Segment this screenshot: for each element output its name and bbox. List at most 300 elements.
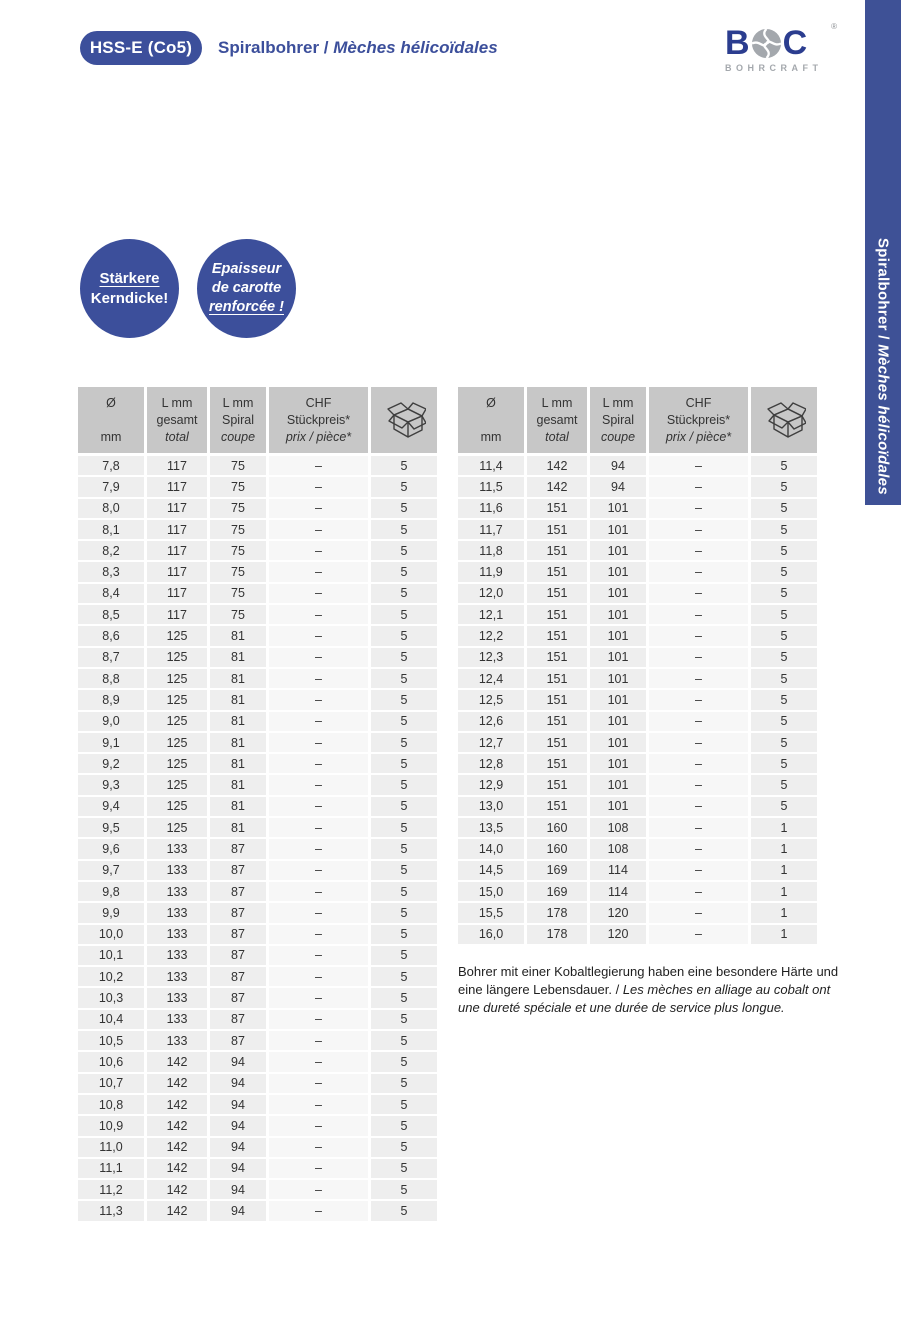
table-cell: –: [649, 882, 748, 901]
table-cell: 9,4: [78, 797, 144, 816]
table-cell: 151: [527, 775, 587, 794]
promo-circle-german: [80, 239, 179, 338]
table-cell: 151: [527, 797, 587, 816]
table-cell: –: [269, 861, 368, 880]
table-cell: 125: [147, 669, 207, 688]
table-cell: 178: [527, 925, 587, 944]
table-cell: 81: [210, 754, 266, 773]
table-cell: 5: [371, 499, 437, 518]
table-cell: 5: [371, 861, 437, 880]
material-badge: HSS-E (Co5): [80, 31, 202, 65]
table-cell: 142: [147, 1095, 207, 1114]
table-cell: 81: [210, 818, 266, 837]
table-cell: 5: [371, 690, 437, 709]
table-row: [78, 925, 437, 944]
table-cell: 151: [527, 605, 587, 624]
table-cell: –: [269, 946, 368, 965]
table-cell: –: [269, 754, 368, 773]
table-cell: –: [649, 626, 748, 645]
header-col-price: CHF Stückpreis* prix / pièce*: [269, 387, 368, 453]
table-row: [458, 818, 817, 837]
table-cell: 125: [147, 775, 207, 794]
table-cell: –: [269, 1031, 368, 1050]
table-cell: 11,1: [78, 1159, 144, 1178]
table-cell: 5: [371, 754, 437, 773]
table-cell: 11,2: [78, 1180, 144, 1199]
table-cell: 5: [751, 754, 817, 773]
table-row: [458, 861, 817, 880]
table-cell: 12,9: [458, 775, 524, 794]
table-row: [458, 499, 817, 518]
table-cell: 10,7: [78, 1074, 144, 1093]
table-cell: 87: [210, 967, 266, 986]
table-cell: 5: [371, 669, 437, 688]
table-cell: 117: [147, 477, 207, 496]
header-col-total-length: L mm gesamt total: [147, 387, 207, 453]
table-cell: 142: [147, 1201, 207, 1220]
product-table-right: [458, 387, 817, 946]
table-cell: –: [649, 754, 748, 773]
table-cell: 5: [371, 818, 437, 837]
table-cell: 151: [527, 733, 587, 752]
table-cell: 142: [147, 1052, 207, 1071]
table-cell: 16,0: [458, 925, 524, 944]
table-cell: –: [649, 562, 748, 581]
table-cell: 9,1: [78, 733, 144, 752]
table-cell: –: [649, 520, 748, 539]
table-cell: 94: [210, 1180, 266, 1199]
side-tab-label-fr: Mèches hélicoïdales: [874, 344, 892, 495]
table-cell: 101: [590, 648, 646, 667]
table-cell: 5: [371, 456, 437, 475]
table-cell: 5: [371, 477, 437, 496]
table-row: [458, 456, 817, 475]
table-cell: 101: [590, 520, 646, 539]
table-row: [78, 1095, 437, 1114]
table-cell: 13,0: [458, 797, 524, 816]
table-cell: 125: [147, 797, 207, 816]
table-cell: 142: [147, 1180, 207, 1199]
table-cell: –: [269, 1201, 368, 1220]
table-cell: 101: [590, 669, 646, 688]
registered-trademark-icon: ®: [831, 22, 837, 31]
table-cell: 9,3: [78, 775, 144, 794]
table-cell: 5: [751, 797, 817, 816]
table-cell: 5: [371, 541, 437, 560]
table-cell: 12,0: [458, 584, 524, 603]
table-header: [78, 387, 437, 453]
table-cell: –: [649, 797, 748, 816]
table-cell: 5: [751, 690, 817, 709]
table-cell: 12,7: [458, 733, 524, 752]
table-cell: –: [269, 648, 368, 667]
table-cell: 11,3: [78, 1201, 144, 1220]
table-cell: 133: [147, 988, 207, 1007]
header-col-packaging: [751, 387, 817, 453]
table-cell: 11,5: [458, 477, 524, 496]
table-cell: 81: [210, 648, 266, 667]
table-cell: 14,5: [458, 861, 524, 880]
cobalt-note: [458, 963, 850, 1017]
table-cell: 151: [527, 626, 587, 645]
table-cell: 108: [590, 818, 646, 837]
table-row: [78, 903, 437, 922]
table-cell: 5: [751, 775, 817, 794]
table-row: [458, 925, 817, 944]
table-cell: 5: [371, 882, 437, 901]
table-cell: 9,5: [78, 818, 144, 837]
table-row: [78, 797, 437, 816]
table-cell: –: [269, 925, 368, 944]
header-col-diameter: Ø mm: [458, 387, 524, 453]
table-cell: 94: [210, 1138, 266, 1157]
table-cell: 1: [751, 861, 817, 880]
table-cell: –: [269, 584, 368, 603]
table-cell: –: [269, 1052, 368, 1071]
section-side-tab-label: [875, 238, 892, 495]
table-cell: 8,3: [78, 562, 144, 581]
table-row: [458, 839, 817, 858]
table-row: [78, 499, 437, 518]
table-cell: 5: [371, 584, 437, 603]
table-cell: 117: [147, 584, 207, 603]
table-row: [78, 456, 437, 475]
table-cell: –: [269, 1180, 368, 1199]
promo-fr-line2: de carotte: [211, 280, 282, 296]
table-cell: –: [649, 499, 748, 518]
table-cell: 87: [210, 861, 266, 880]
table-cell: 5: [371, 1010, 437, 1029]
table-cell: 5: [751, 499, 817, 518]
table-cell: 160: [527, 839, 587, 858]
table-cell: 133: [147, 839, 207, 858]
table-cell: 75: [210, 541, 266, 560]
page-title-de: Spiralbohrer /: [218, 38, 334, 57]
table-cell: 8,0: [78, 499, 144, 518]
table-cell: 5: [751, 669, 817, 688]
table-cell: 87: [210, 988, 266, 1007]
table-cell: 81: [210, 733, 266, 752]
table-cell: –: [649, 477, 748, 496]
table-cell: 133: [147, 903, 207, 922]
table-row: [458, 903, 817, 922]
table-cell: –: [269, 1095, 368, 1114]
table-cell: 114: [590, 882, 646, 901]
table-cell: 8,6: [78, 626, 144, 645]
table-cell: 87: [210, 925, 266, 944]
table-cell: 1: [751, 839, 817, 858]
table-cell: 75: [210, 605, 266, 624]
table-cell: 5: [371, 605, 437, 624]
table-cell: 11,0: [78, 1138, 144, 1157]
table-cell: 151: [527, 754, 587, 773]
table-row: [458, 690, 817, 709]
table-cell: 11,7: [458, 520, 524, 539]
header-col-diameter: Ø mm: [78, 387, 144, 453]
table-cell: 114: [590, 861, 646, 880]
table-row: [78, 520, 437, 539]
header-col-spiral-length: L mm Spiral coupe: [590, 387, 646, 453]
table-cell: 7,9: [78, 477, 144, 496]
table-cell: 151: [527, 712, 587, 731]
table-row: [458, 477, 817, 496]
table-cell: 5: [371, 988, 437, 1007]
table-cell: 133: [147, 946, 207, 965]
table-cell: 5: [751, 648, 817, 667]
table-cell: 5: [371, 1052, 437, 1071]
table-cell: 12,1: [458, 605, 524, 624]
table-cell: 5: [371, 797, 437, 816]
table-cell: 8,1: [78, 520, 144, 539]
table-row: [78, 477, 437, 496]
table-row: [458, 754, 817, 773]
table-cell: 117: [147, 605, 207, 624]
table-cell: 5: [751, 520, 817, 539]
table-cell: –: [649, 861, 748, 880]
table-cell: 15,0: [458, 882, 524, 901]
table-cell: 12,5: [458, 690, 524, 709]
table-cell: 133: [147, 925, 207, 944]
table-cell: 5: [371, 1031, 437, 1050]
table-cell: –: [649, 839, 748, 858]
table-cell: 8,2: [78, 541, 144, 560]
table-cell: 81: [210, 775, 266, 794]
table-cell: –: [269, 733, 368, 752]
table-row: [458, 626, 817, 645]
table-cell: 5: [371, 903, 437, 922]
table-cell: 5: [751, 733, 817, 752]
table-cell: 75: [210, 520, 266, 539]
table-cell: –: [649, 584, 748, 603]
table-cell: 133: [147, 1031, 207, 1050]
table-cell: 125: [147, 648, 207, 667]
table-cell: –: [269, 988, 368, 1007]
table-cell: 10,6: [78, 1052, 144, 1071]
table-cell: 5: [371, 562, 437, 581]
table-cell: 5: [371, 1095, 437, 1114]
table-cell: 101: [590, 712, 646, 731]
table-cell: 94: [210, 1201, 266, 1220]
page-title-fr: Mèches hélicoïdales: [333, 38, 498, 57]
table-cell: 117: [147, 499, 207, 518]
table-cell: 81: [210, 712, 266, 731]
table-cell: 5: [371, 1201, 437, 1220]
table-row: [78, 1031, 437, 1050]
table-cell: 12,4: [458, 669, 524, 688]
table-cell: 125: [147, 690, 207, 709]
table-cell: 11,9: [458, 562, 524, 581]
table-cell: 10,9: [78, 1116, 144, 1135]
table-cell: 151: [527, 648, 587, 667]
table-cell: 142: [147, 1138, 207, 1157]
table-cell: 151: [527, 541, 587, 560]
table-row: [78, 1074, 437, 1093]
table-cell: 5: [371, 712, 437, 731]
table-cell: –: [649, 605, 748, 624]
table-cell: 87: [210, 839, 266, 858]
table-row: [78, 541, 437, 560]
table-cell: –: [269, 967, 368, 986]
table-cell: –: [269, 477, 368, 496]
table-cell: 94: [210, 1052, 266, 1071]
table-cell: 5: [371, 967, 437, 986]
table-row: [78, 1010, 437, 1029]
table-cell: 142: [147, 1159, 207, 1178]
table-cell: 75: [210, 499, 266, 518]
table-cell: 5: [371, 520, 437, 539]
table-cell: –: [269, 690, 368, 709]
table-row: [78, 733, 437, 752]
table-cell: 5: [751, 626, 817, 645]
table-cell: –: [269, 541, 368, 560]
table-row: [458, 541, 817, 560]
brand-logo-letters: [725, 22, 837, 62]
table-cell: 12,6: [458, 712, 524, 731]
table-cell: –: [649, 456, 748, 475]
table-row: [78, 988, 437, 1007]
table-cell: 75: [210, 477, 266, 496]
table-cell: 94: [590, 456, 646, 475]
table-row: [78, 775, 437, 794]
table-cell: 117: [147, 520, 207, 539]
table-cell: 15,5: [458, 903, 524, 922]
table-cell: 120: [590, 925, 646, 944]
table-cell: –: [649, 925, 748, 944]
table-cell: 10,3: [78, 988, 144, 1007]
table-cell: –: [649, 690, 748, 709]
table-cell: 125: [147, 733, 207, 752]
table-row: [78, 1159, 437, 1178]
table-cell: 133: [147, 861, 207, 880]
table-cell: 160: [527, 818, 587, 837]
table-cell: 10,4: [78, 1010, 144, 1029]
table-cell: 5: [751, 456, 817, 475]
table-cell: 101: [590, 584, 646, 603]
table-cell: 5: [371, 626, 437, 645]
table-cell: 117: [147, 562, 207, 581]
table-cell: –: [269, 903, 368, 922]
table-cell: –: [269, 456, 368, 475]
table-cell: 87: [210, 903, 266, 922]
table-cell: 108: [590, 839, 646, 858]
table-cell: 101: [590, 562, 646, 581]
table-cell: 101: [590, 626, 646, 645]
table-row: [458, 562, 817, 581]
table-cell: 169: [527, 882, 587, 901]
table-cell: 81: [210, 797, 266, 816]
table-cell: 9,0: [78, 712, 144, 731]
table-row: [78, 605, 437, 624]
header-col-spiral-length: L mm Spiral coupe: [210, 387, 266, 453]
header-col-price: CHF Stückpreis* prix / pièce*: [649, 387, 748, 453]
table-cell: 101: [590, 754, 646, 773]
table-row: [78, 626, 437, 645]
table-cell: 151: [527, 584, 587, 603]
table-cell: 8,5: [78, 605, 144, 624]
table-cell: 120: [590, 903, 646, 922]
header-col-packaging: [371, 387, 437, 453]
table-cell: 13,5: [458, 818, 524, 837]
table-cell: 10,2: [78, 967, 144, 986]
table-cell: 178: [527, 903, 587, 922]
table-cell: –: [269, 1074, 368, 1093]
table-cell: –: [269, 499, 368, 518]
promo-circle-french: [197, 239, 296, 338]
side-tab-label-de: Spiralbohrer /: [874, 238, 892, 345]
table-cell: –: [269, 882, 368, 901]
table-row: [78, 946, 437, 965]
table-cell: 75: [210, 584, 266, 603]
table-cell: 87: [210, 1010, 266, 1029]
table-cell: 5: [751, 712, 817, 731]
table-row: [78, 648, 437, 667]
table-cell: 101: [590, 541, 646, 560]
table-cell: 151: [527, 562, 587, 581]
table-cell: –: [269, 1138, 368, 1157]
table-cell: 75: [210, 562, 266, 581]
table-cell: 9,2: [78, 754, 144, 773]
table-cell: 9,7: [78, 861, 144, 880]
table-cell: 125: [147, 626, 207, 645]
table-cell: 87: [210, 946, 266, 965]
table-cell: –: [649, 733, 748, 752]
table-cell: 9,8: [78, 882, 144, 901]
table-cell: 125: [147, 818, 207, 837]
table-cell: –: [649, 669, 748, 688]
table-cell: 5: [751, 477, 817, 496]
table-cell: –: [269, 1116, 368, 1135]
table-row: [78, 712, 437, 731]
table-row: [78, 1201, 437, 1220]
table-cell: 8,4: [78, 584, 144, 603]
table-cell: 5: [371, 946, 437, 965]
table-cell: 81: [210, 690, 266, 709]
table-row: [458, 882, 817, 901]
table-row: [78, 669, 437, 688]
table-row: [78, 584, 437, 603]
table-cell: 94: [210, 1159, 266, 1178]
table-cell: 10,5: [78, 1031, 144, 1050]
table-cell: 5: [371, 1074, 437, 1093]
table-cell: 5: [751, 541, 817, 560]
table-cell: 117: [147, 456, 207, 475]
table-row: [458, 605, 817, 624]
table-cell: 5: [371, 648, 437, 667]
table-cell: –: [269, 626, 368, 645]
table-cell: 169: [527, 861, 587, 880]
table-row: [458, 797, 817, 816]
table-cell: 1: [751, 818, 817, 837]
table-cell: –: [649, 712, 748, 731]
table-cell: 151: [527, 520, 587, 539]
table-cell: 1: [751, 925, 817, 944]
table-cell: 11,4: [458, 456, 524, 475]
table-cell: –: [649, 903, 748, 922]
page-title: [218, 38, 498, 58]
table-cell: 10,1: [78, 946, 144, 965]
table-header: [458, 387, 817, 453]
table-cell: 142: [147, 1074, 207, 1093]
logo-letter-b: B: [725, 24, 750, 62]
table-cell: 1: [751, 903, 817, 922]
table-cell: 101: [590, 499, 646, 518]
table-cell: 101: [590, 605, 646, 624]
table-cell: 133: [147, 1010, 207, 1029]
table-cell: 10,0: [78, 925, 144, 944]
table-row: [78, 1180, 437, 1199]
table-row: [78, 1116, 437, 1135]
table-cell: 5: [751, 562, 817, 581]
